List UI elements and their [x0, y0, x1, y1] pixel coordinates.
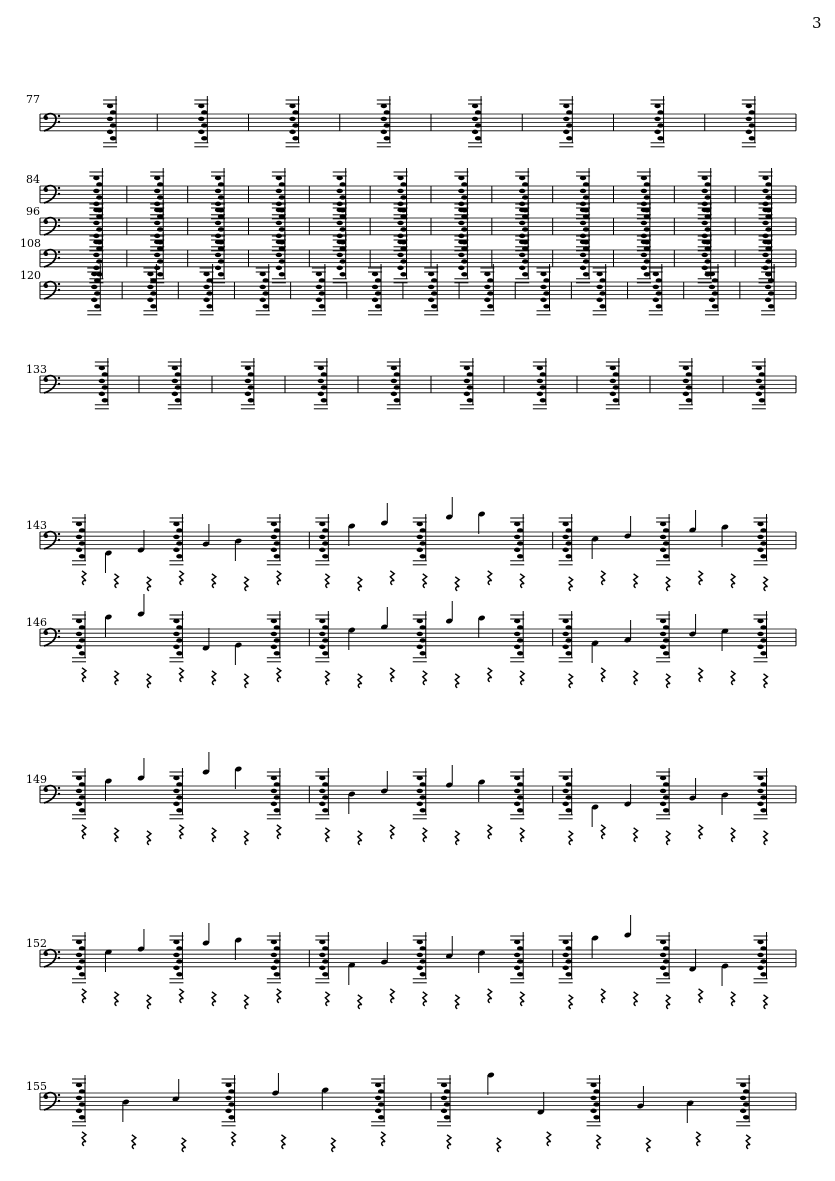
rest [390, 571, 394, 585]
chord-note [510, 932, 524, 983]
note [202, 524, 210, 547]
rest [182, 1138, 186, 1152]
chord-note [559, 611, 573, 662]
note [591, 804, 599, 827]
chord-note [72, 932, 86, 983]
chord-note [656, 932, 670, 983]
chord-note [72, 1075, 86, 1126]
chord-note [510, 514, 524, 565]
chord-note [576, 232, 590, 283]
note [234, 642, 242, 665]
chord-note [169, 932, 183, 983]
chord-note [312, 264, 326, 315]
note [202, 923, 210, 946]
rest [497, 1138, 501, 1152]
rest [277, 825, 281, 839]
rest [634, 992, 638, 1006]
chord-note [95, 358, 109, 409]
note [445, 601, 453, 624]
note [234, 766, 242, 789]
note [202, 752, 210, 775]
rest [179, 989, 183, 1003]
chord-note [315, 611, 329, 662]
rest [666, 577, 670, 591]
chord-note [200, 264, 214, 315]
rest [455, 995, 459, 1009]
rest [601, 571, 605, 585]
rest [731, 574, 735, 588]
note [445, 936, 453, 959]
note [686, 1100, 694, 1123]
rest [569, 995, 573, 1009]
note [478, 950, 486, 973]
rest [699, 668, 703, 682]
measure-number: 155 [26, 1080, 47, 1093]
chord-note [559, 768, 573, 819]
rest [244, 674, 248, 688]
chord-note [656, 514, 670, 565]
rest [390, 989, 394, 1003]
rest [325, 992, 329, 1006]
rest [634, 828, 638, 842]
rest [455, 577, 459, 591]
rest [455, 831, 459, 845]
note [689, 510, 697, 533]
note [689, 614, 697, 637]
rest [696, 1132, 700, 1146]
note [104, 550, 112, 573]
note [104, 949, 112, 972]
chord-note [87, 264, 101, 315]
chord-note [754, 514, 768, 565]
rest [82, 1132, 86, 1146]
rest [82, 571, 86, 585]
rest [601, 825, 605, 839]
chord-note [593, 264, 607, 315]
note [445, 497, 453, 520]
rest [114, 574, 118, 588]
rest [731, 671, 735, 685]
chord-note [752, 358, 766, 409]
chord-note [754, 768, 768, 819]
note [591, 536, 599, 559]
rest [325, 574, 329, 588]
rest [82, 989, 86, 1003]
rest [666, 995, 670, 1009]
rest [277, 989, 281, 1003]
chord-note [267, 768, 281, 819]
rest [646, 1138, 650, 1152]
note [537, 1092, 545, 1115]
chord-note [387, 358, 401, 409]
rest [569, 674, 573, 688]
note [122, 1099, 130, 1122]
rest [147, 831, 151, 845]
rest [212, 828, 216, 842]
note [478, 615, 486, 638]
chord-note [169, 768, 183, 819]
note [137, 758, 145, 781]
rest [569, 577, 573, 591]
rest [358, 831, 362, 845]
note [172, 1079, 180, 1102]
chord-note [649, 264, 663, 315]
rest [114, 671, 118, 685]
note [636, 1086, 644, 1109]
rest [488, 989, 492, 1003]
rest [390, 825, 394, 839]
rest [114, 828, 118, 842]
rest [147, 577, 151, 591]
measure-number: 77 [26, 93, 40, 106]
chord-note [606, 358, 620, 409]
chord-note [559, 96, 573, 147]
rest [244, 995, 248, 1009]
chord-note [222, 1075, 236, 1126]
chord-note [72, 514, 86, 565]
rest [232, 1132, 236, 1146]
chord-note [103, 96, 117, 147]
rest [634, 574, 638, 588]
rest [520, 992, 524, 1006]
chord-note [460, 358, 474, 409]
note [234, 937, 242, 960]
rest [212, 671, 216, 685]
chord-note [315, 932, 329, 983]
note [137, 929, 145, 952]
chord-note [480, 264, 494, 315]
note [721, 792, 729, 815]
chord-note [168, 358, 182, 409]
chord-note [368, 264, 382, 315]
chord-note [72, 611, 86, 662]
chord-note [315, 768, 329, 819]
chord-note [587, 1075, 601, 1126]
measure-number: 149 [26, 773, 47, 786]
rest [447, 1135, 451, 1149]
note [202, 628, 210, 651]
rest [731, 992, 735, 1006]
note [624, 784, 632, 807]
note [624, 516, 632, 539]
chord-note [559, 932, 573, 983]
rest [634, 671, 638, 685]
chord-note [371, 1075, 385, 1126]
chord-note [533, 358, 547, 409]
page-number: 3 [812, 14, 822, 32]
rest [179, 668, 183, 682]
chord-note [413, 514, 427, 565]
chord-note [394, 232, 408, 283]
chord-note [515, 232, 529, 283]
chord-note [377, 96, 391, 147]
chord-note [256, 264, 270, 315]
note [624, 915, 632, 938]
chord-note [736, 1075, 750, 1126]
rest [132, 1135, 136, 1149]
note [721, 963, 729, 986]
note [104, 778, 112, 801]
rest [731, 828, 735, 842]
rest [423, 828, 427, 842]
chord-note [413, 932, 427, 983]
note [721, 628, 729, 651]
rest [358, 577, 362, 591]
chord-note [651, 96, 665, 147]
note [137, 530, 145, 553]
note [380, 607, 388, 630]
rest [147, 995, 151, 1009]
rest [699, 989, 703, 1003]
rest [520, 574, 524, 588]
measure-number: 143 [26, 519, 47, 532]
rest [488, 825, 492, 839]
chord-note [211, 232, 225, 283]
rest [179, 571, 183, 585]
rest [488, 668, 492, 682]
note [348, 962, 356, 985]
rest [244, 577, 248, 591]
rest [699, 571, 703, 585]
chord-note [315, 514, 329, 565]
note [624, 620, 632, 643]
rest [381, 1132, 385, 1146]
rest [244, 831, 248, 845]
chord-note [754, 611, 768, 662]
chord-note [272, 232, 286, 283]
rest [82, 668, 86, 682]
chord-note [72, 768, 86, 819]
note [380, 503, 388, 526]
note [234, 538, 242, 561]
rest [746, 1135, 750, 1149]
rest [597, 1135, 601, 1149]
rest [569, 831, 573, 845]
chord-note [424, 264, 438, 315]
rest [390, 668, 394, 682]
rest [212, 574, 216, 588]
rest [764, 831, 768, 845]
chord-note [241, 358, 255, 409]
chord-note [194, 96, 208, 147]
chord-note [754, 932, 768, 983]
chord-note [314, 358, 328, 409]
rest [423, 574, 427, 588]
measure-number: 108 [20, 237, 41, 250]
measure-number: 152 [26, 937, 47, 950]
note [591, 640, 599, 663]
rest [325, 828, 329, 842]
rest [331, 1138, 335, 1152]
chord-note [437, 1075, 451, 1126]
rest [699, 825, 703, 839]
measure-number: 84 [26, 173, 40, 186]
rest [325, 671, 329, 685]
chord-note [742, 96, 756, 147]
rest [82, 825, 86, 839]
chord-note [413, 768, 427, 819]
chord-note [537, 264, 551, 315]
rest [455, 674, 459, 688]
note [445, 765, 453, 788]
chord-note [510, 768, 524, 819]
rest [114, 992, 118, 1006]
rest [601, 668, 605, 682]
chord-note [656, 611, 670, 662]
chord-note [267, 514, 281, 565]
chord-note [761, 264, 775, 315]
rest [179, 825, 183, 839]
chord-note [267, 611, 281, 662]
chord-note [169, 514, 183, 565]
note [721, 524, 729, 547]
rest [488, 571, 492, 585]
note [321, 1087, 329, 1110]
note [271, 1073, 279, 1096]
rest [520, 828, 524, 842]
note [380, 942, 388, 965]
rest [277, 571, 281, 585]
note [380, 771, 388, 794]
rest [764, 577, 768, 591]
rest [764, 674, 768, 688]
chord-note [656, 768, 670, 819]
measure-number: 133 [26, 363, 47, 376]
note [487, 1072, 495, 1095]
rest [601, 989, 605, 1003]
chord-note [468, 96, 482, 147]
measure-number: 96 [26, 205, 40, 218]
chord-note [637, 232, 651, 283]
chord-note [454, 232, 468, 283]
chord-note [705, 264, 719, 315]
note [137, 594, 145, 617]
rest [666, 831, 670, 845]
note [348, 523, 356, 546]
chord-note [286, 96, 300, 147]
measure-number: 120 [20, 269, 41, 282]
rest [547, 1132, 551, 1146]
rest [666, 674, 670, 688]
chord-note [169, 611, 183, 662]
chord-note [143, 264, 157, 315]
rest [520, 671, 524, 685]
rest [281, 1135, 285, 1149]
note [348, 627, 356, 650]
rest [147, 674, 151, 688]
chord-note [510, 611, 524, 662]
measure-number: 146 [26, 616, 47, 629]
rest [212, 992, 216, 1006]
rest [358, 995, 362, 1009]
chord-note [267, 932, 281, 983]
rest [423, 671, 427, 685]
rest [358, 674, 362, 688]
note [478, 511, 486, 534]
rest [764, 995, 768, 1009]
chord-note [679, 358, 693, 409]
chord-note [559, 514, 573, 565]
note [689, 949, 697, 972]
rest [423, 992, 427, 1006]
note [348, 791, 356, 814]
rest [277, 668, 281, 682]
chord-note [333, 232, 347, 283]
note [689, 778, 697, 801]
chord-note [413, 611, 427, 662]
